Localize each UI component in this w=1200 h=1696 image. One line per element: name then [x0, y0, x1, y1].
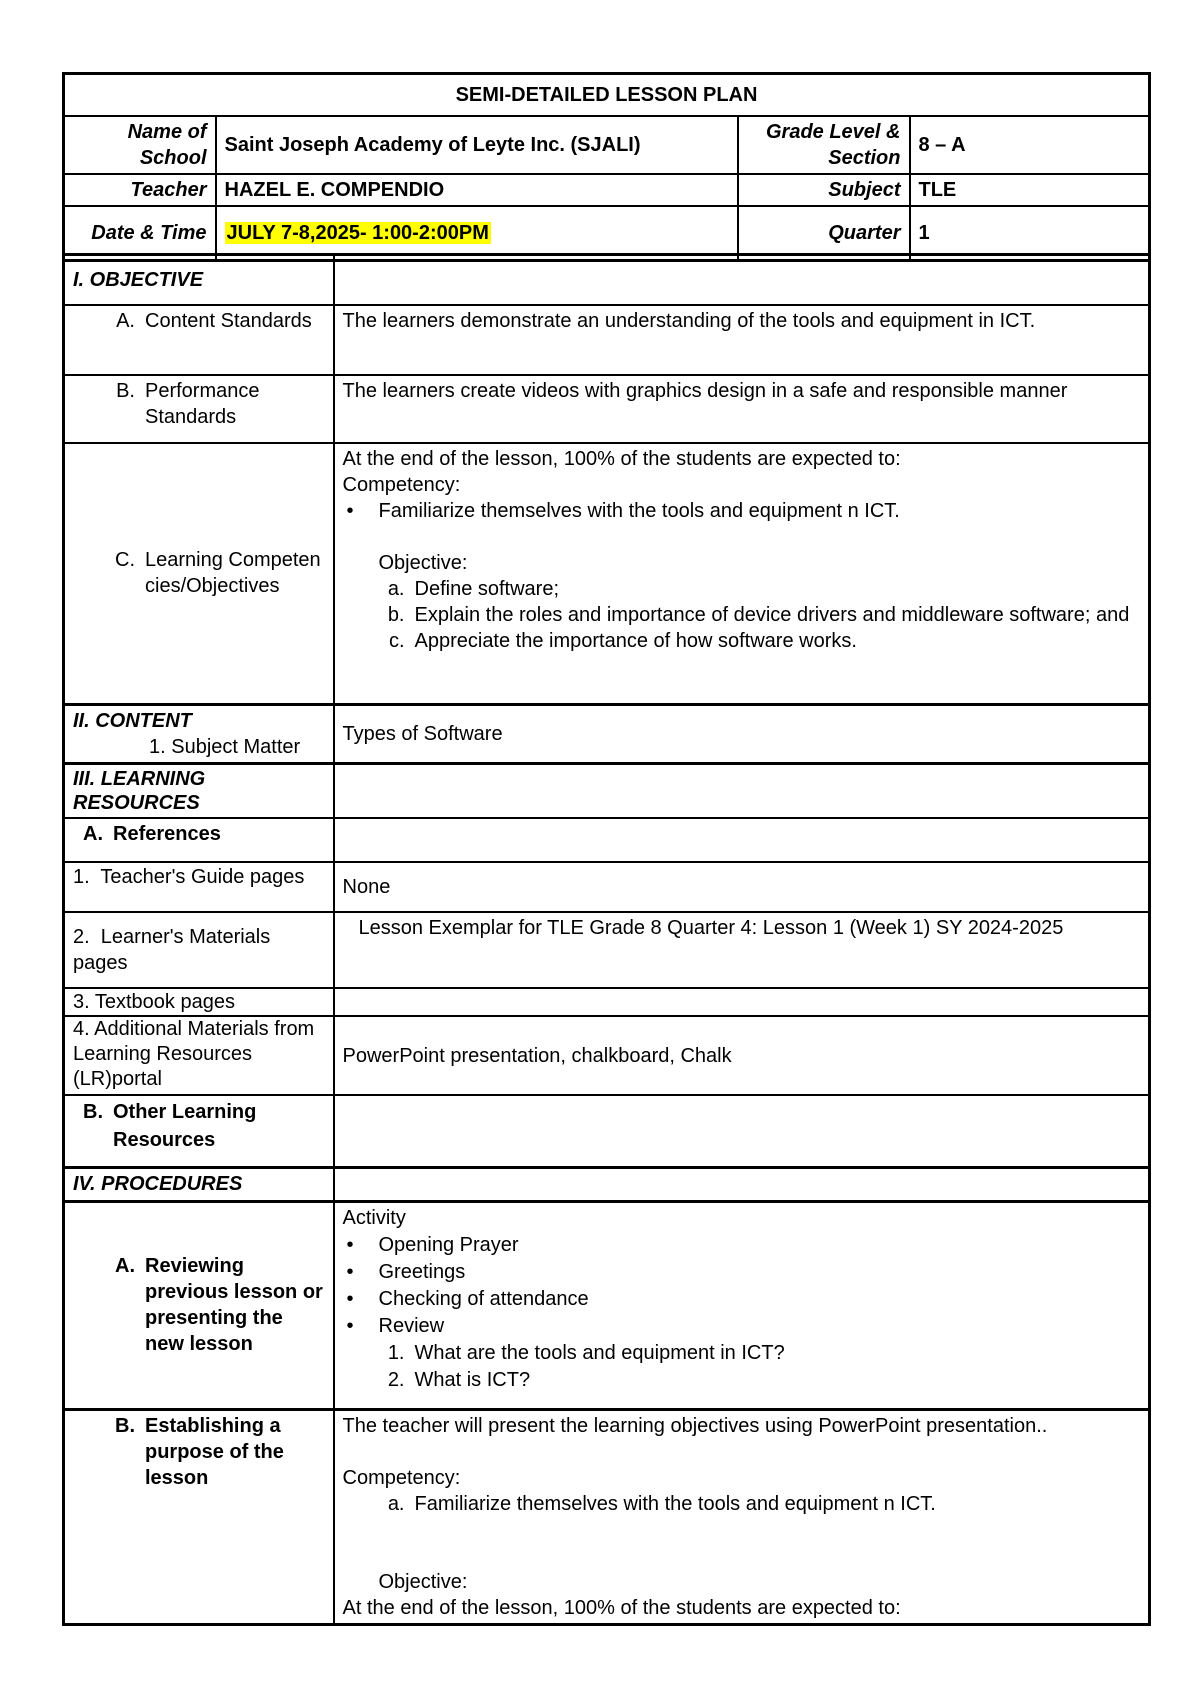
- date-time-cell: [216, 206, 738, 260]
- other-resources-marker: B.: [83, 1101, 103, 1123]
- list-item: • Greetings: [343, 1259, 1141, 1286]
- competency-label: Competency:: [342, 473, 461, 496]
- textbook-label: 3. Textbook pages: [64, 988, 334, 1016]
- procedures-heading: IV. PROCEDURES: [64, 1167, 334, 1201]
- learning-competencies-content: [334, 443, 1150, 705]
- list-item: 1. What are the tools and equipment in ICT?: [387, 1341, 785, 1364]
- establishing-competency-label: Competency:: [342, 1466, 461, 1489]
- activity-label: Activity: [342, 1206, 406, 1229]
- competency-bullet: [343, 498, 1141, 524]
- establishing-marker: B.: [115, 1414, 135, 1437]
- performance-standards-label: Performance Standards: [145, 379, 260, 428]
- subject-matter-label: 1. Subject Matter: [149, 736, 301, 758]
- performance-standards-label-cell: [64, 375, 334, 443]
- competency-item: Familiarize themselves with the tools and equipment n ICT.: [378, 499, 900, 522]
- performance-standards-marker: B.: [116, 379, 135, 402]
- quarter-label: Quarter: [738, 206, 910, 260]
- quarter-value: 1: [910, 206, 1150, 260]
- references-marker: A.: [83, 823, 103, 845]
- list-item: c. Appreciate the importance of how software works.: [388, 629, 857, 652]
- list-item: a. Define software;: [387, 577, 560, 600]
- learning-resources-blank: [334, 764, 1150, 819]
- establishing-label-cell: [64, 1409, 334, 1624]
- list-item: a. Familiarize themselves with the tools and equipment n ICT.: [387, 1492, 936, 1515]
- objectives-list: [343, 576, 1141, 654]
- teacher-value: HAZEL E. COMPENDIO: [216, 174, 738, 206]
- learning-intro: At the end of the lesson, 100% of the students are expected to:: [342, 447, 901, 470]
- learning-competencies-marker: C.: [115, 549, 135, 572]
- additional-materials-label: 4. Additional Materials from Learning Resources (LR)portal: [64, 1016, 334, 1095]
- teachers-guide-label: 1. Teacher's Guide pages: [64, 862, 334, 912]
- establishing-objective-label: Objective:: [378, 1570, 468, 1593]
- additional-materials-value: PowerPoint presentation, chalkboard, Chalk: [334, 1016, 1150, 1095]
- school-value: Saint Joseph Academy of Leyte Inc. (SJALI): [216, 116, 738, 174]
- references-label: References: [113, 823, 221, 845]
- grade-section-value: 8 – A: [910, 116, 1150, 174]
- learners-materials-label: 2. Learner's Materials pages: [64, 912, 334, 988]
- subject-value: TLE: [910, 174, 1150, 206]
- bullet-icon: •: [346, 499, 354, 522]
- teacher-label: Teacher: [64, 174, 216, 206]
- references-cell: [64, 818, 334, 862]
- establishing-content: [334, 1409, 1150, 1624]
- establishing-intro: The teacher will present the learning objectives using PowerPoint presentation..: [342, 1414, 1048, 1437]
- objective-heading-blank: [334, 255, 1150, 305]
- content-standards-marker: A.: [116, 309, 135, 332]
- other-resources-label: Other Learning Resources: [113, 1101, 257, 1151]
- objective-heading: I. OBJECTIVE: [64, 255, 334, 305]
- school-label: Name of School: [64, 116, 216, 174]
- list-item: • Checking of attendance: [343, 1286, 1141, 1313]
- list-item: • Opening Prayer: [343, 1232, 1141, 1259]
- date-time-label: Date & Time: [64, 206, 216, 260]
- procedures-blank: [334, 1167, 1150, 1201]
- establishing-end-text: At the end of the lesson, 100% of the students are expected to:: [342, 1596, 901, 1619]
- list-item: • Review: [343, 1313, 1141, 1340]
- learning-competencies-label-cell: [64, 443, 334, 705]
- content-standards-label: Content Standards: [145, 309, 312, 332]
- bullet-icon: •: [346, 1314, 354, 1337]
- bullet-icon: •: [346, 1260, 354, 1283]
- content-standards-text: The learners demonstrate an understanding of the tools and equipment in ICT.: [334, 305, 1150, 375]
- document-title: SEMI-DETAILED LESSON PLAN: [64, 74, 1150, 117]
- content-heading: II. CONTENT: [73, 710, 192, 732]
- lesson-header-table: [62, 72, 1151, 262]
- learning-resources-heading: III. LEARNING RESOURCES: [64, 764, 334, 819]
- lesson-body-table: [62, 253, 1151, 1626]
- reviewing-label-cell: [64, 1201, 334, 1409]
- other-resources-cell: [64, 1095, 334, 1167]
- performance-standards-text: The learners create videos with graphics design in a safe and responsible manner: [334, 375, 1150, 443]
- reviewing-label: Reviewing previous lesson or presenting the new lesson: [145, 1255, 323, 1355]
- subject-label: Subject: [738, 174, 910, 206]
- teachers-guide-value: None: [334, 862, 1150, 912]
- subject-matter-value: Types of Software: [334, 705, 1150, 764]
- references-blank: [334, 818, 1150, 862]
- textbook-value: [334, 988, 1150, 1016]
- review-questions: [343, 1340, 1141, 1394]
- reviewing-marker: A.: [115, 1255, 135, 1277]
- reviewing-content: [334, 1201, 1150, 1409]
- bullet-icon: •: [346, 1233, 354, 1256]
- bullet-icon: •: [346, 1287, 354, 1310]
- list-item: 2. What is ICT?: [387, 1368, 531, 1391]
- learners-materials-value: Lesson Exemplar for TLE Grade 8 Quarter 4: Lesson 1 (Week 1) SY 2024-2025: [334, 912, 1150, 988]
- list-item: b. Explain the roles and importance of device drivers and middleware software; and: [387, 603, 1130, 626]
- date-time-value: JULY 7-8,2025- 1:00-2:00PM: [226, 221, 489, 244]
- objective-label: Objective:: [378, 551, 468, 574]
- other-resources-blank: [334, 1095, 1150, 1167]
- content-standards-label-cell: [64, 305, 334, 375]
- content-heading-cell: [64, 705, 334, 764]
- grade-section-label: Grade Level & Section: [738, 116, 910, 174]
- establishing-label: Establishing a purpose of the lesson: [145, 1414, 284, 1489]
- learning-competencies-label: Learning Competencies/Objectives: [145, 549, 321, 598]
